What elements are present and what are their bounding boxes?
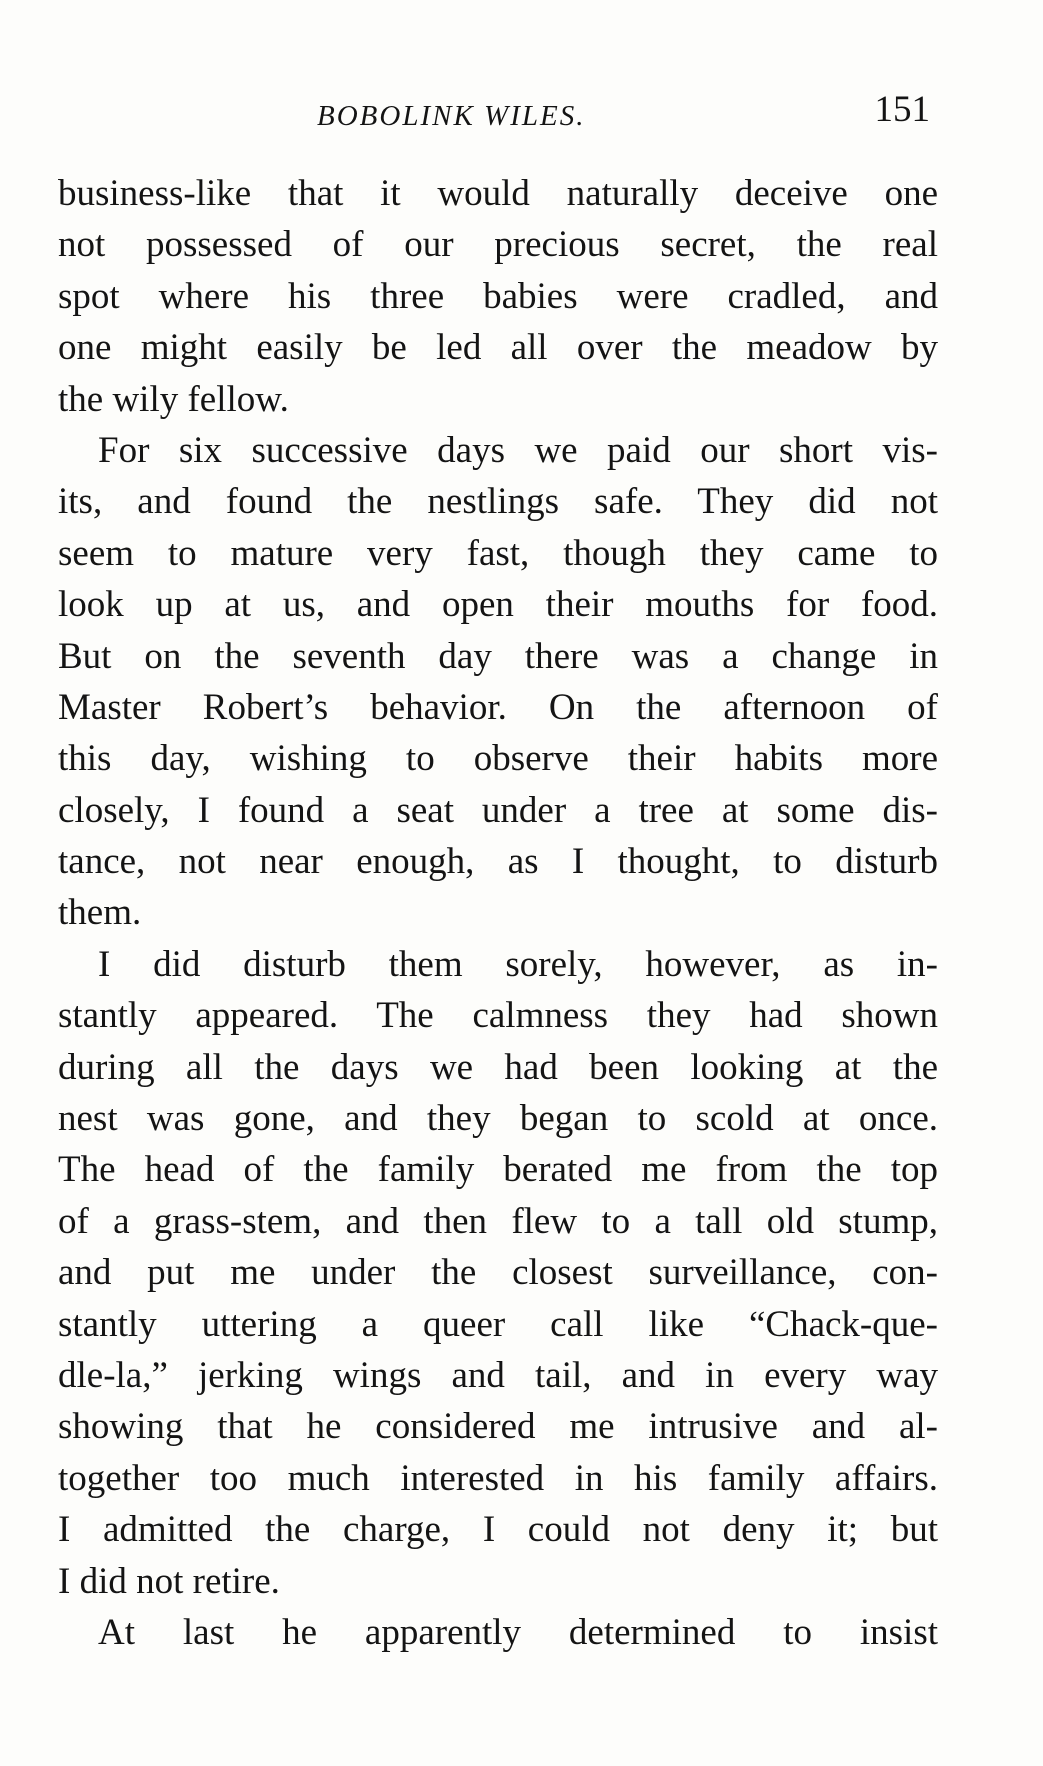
text-line: But on the seventh day there was a change in	[58, 635, 938, 677]
text-line: not possessed of our precious secret, the real	[58, 224, 938, 266]
text-line: and put me under the closest surveillance, con-	[58, 1252, 938, 1294]
text-line: one might easily be led all over the meadow by	[58, 327, 938, 369]
body-text	[58, 168, 938, 1658]
text-line: stantly appeared. The calmness they had shown	[58, 995, 938, 1037]
text-line: spot where his three babies were cradled, and	[58, 275, 938, 317]
text-line: dle-la,” jerking wings and tail, and in every way	[58, 1354, 938, 1396]
text-line: nest was gone, and they began to scold at once.	[58, 1098, 938, 1140]
text-line: them.	[58, 892, 142, 934]
text-line: its, and found the nestlings safe. They did not	[58, 481, 938, 523]
text-line: I admitted the charge, I could not deny it; but	[58, 1509, 938, 1551]
text-line: together too much interested in his family affairs.	[58, 1457, 938, 1499]
text-line: the wily fellow.	[58, 378, 289, 420]
text-line: Master Robert’s behavior. On the afternoon of	[58, 686, 938, 728]
text-line: of a grass-stem, and then flew to a tall old stump,	[58, 1200, 938, 1242]
text-line: this day, wishing to observe their habits more	[58, 738, 938, 780]
page-number: 151	[874, 89, 930, 130]
text-line: stantly uttering a queer call like “Chack-que-	[58, 1303, 938, 1345]
text-line: seem to mature very fast, though they came to	[58, 532, 938, 574]
text-line: I did disturb them sorely, however, as in-	[98, 943, 938, 985]
text-line: I did not retire.	[58, 1560, 280, 1602]
text-line: The head of the family berated me from the top	[58, 1149, 938, 1191]
page-header	[60, 88, 930, 144]
text-line: look up at us, and open their mouths for food.	[58, 584, 938, 626]
text-line: during all the days we had been looking at the	[58, 1046, 938, 1088]
running-title: BOBOLINK WILES.	[317, 100, 586, 132]
text-line: For six successive days we paid our short vis-	[98, 429, 938, 471]
text-line: At last he apparently determined to insist	[98, 1611, 938, 1653]
text-line: business-like that it would naturally deceive one	[58, 173, 938, 214]
text-line: showing that he considered me intrusive and al-	[58, 1406, 938, 1448]
text-line: closely, I found a seat under a tree at some dis-	[58, 789, 938, 831]
text-line: tance, not near enough, as I thought, to disturb	[58, 841, 938, 883]
